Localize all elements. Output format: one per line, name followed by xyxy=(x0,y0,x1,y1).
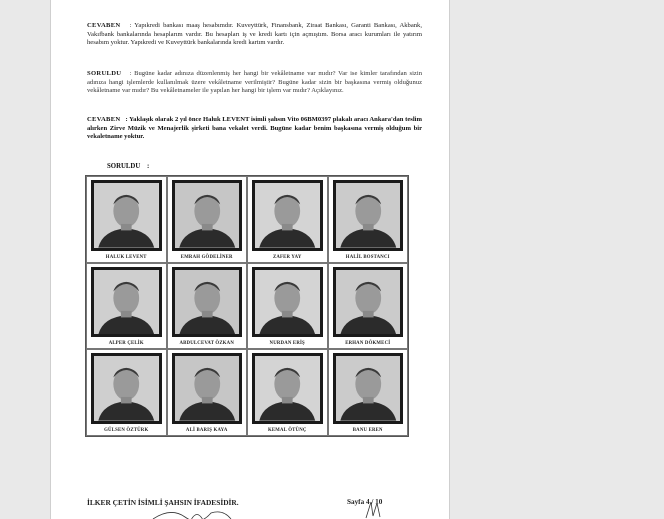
question-paragraph xyxy=(87,70,422,96)
page-number: Sayfa 4 / 10 xyxy=(347,498,383,506)
person-photo xyxy=(172,267,243,338)
person-name: ERHAN DÖKMECİ xyxy=(345,341,391,347)
person-name: HALUK LEVENT xyxy=(105,254,147,260)
paragraph-text: : Yaklaşık olarak 2 yıl önce Haluk LEVENT isimli şahsın Vito 06BM0397 plakalı aracı Ankara'dan teslim alırken Zirve Müzik ve Menajerlik şirketi bana vekalet verdi. Bugüne kadar benim başkasına vermiş olduğum bir vekaletname yoktur. xyxy=(87,116,422,141)
photo-question-label: SORULDU xyxy=(107,163,141,170)
answer-paragraph-2 xyxy=(87,116,422,142)
person-photo xyxy=(252,353,323,424)
person-photo xyxy=(333,180,404,251)
person-name: BANU EREN xyxy=(352,427,383,433)
paragraph-label: SORULDU xyxy=(87,70,122,77)
person-photo xyxy=(91,267,162,338)
person-photo xyxy=(252,267,323,338)
person-card xyxy=(247,176,328,263)
person-card xyxy=(167,349,248,436)
person-name: ALPER ÇELİK xyxy=(108,341,144,347)
person-name: KEMAL ÖTÜNÇ xyxy=(267,427,307,433)
person-name: ABDULCEVAT ÖZKAN xyxy=(179,341,234,347)
paragraph-label: CEVABEN xyxy=(87,116,121,123)
person-card xyxy=(328,263,409,350)
person-photo xyxy=(172,353,243,424)
paragraph-label: CEVABEN xyxy=(87,22,121,29)
person-card xyxy=(328,349,409,436)
person-name: GÜLSEN ÖZTÜRK xyxy=(104,427,149,433)
person-photo xyxy=(333,267,404,338)
paragraph-text: : Bugüne kadar adınıza düzenlenmiş her hangi bir vekâletname var mıdır? Var ise kimler tarafından sizin adınıza hangi işlemlerde kullanılmak üzere vekâletname verilmiştir? Bugüne kadar sizin bir başkasına vermiş olduğunuz vekâletname var mıdır? Bu vekâletnameler ile yapılan her hangi bir işlem var mıdır? Açıklayınız. xyxy=(87,70,422,95)
person-photo xyxy=(91,353,162,424)
answer-paragraph-1 xyxy=(87,22,422,48)
person-card xyxy=(328,176,409,263)
person-card xyxy=(167,263,248,350)
person-card xyxy=(247,263,328,350)
person-name: EMRAH GÖDELİNER xyxy=(180,254,233,260)
person-card xyxy=(167,176,248,263)
person-card xyxy=(86,349,167,436)
person-card xyxy=(247,349,328,436)
person-card xyxy=(86,263,167,350)
person-card xyxy=(86,176,167,263)
document-page xyxy=(50,0,450,519)
signature-mark xyxy=(151,505,241,519)
person-name: NURDAN ERİŞ xyxy=(269,341,305,347)
footer-statement: İLKER ÇETİN İSİMLİ ŞAHSIN İFADESİDİR. xyxy=(87,498,239,507)
person-name: HALİL BOSTANCI xyxy=(345,254,390,260)
photo-grid xyxy=(85,175,409,437)
person-photo xyxy=(333,353,404,424)
photo-question-colon: : xyxy=(147,163,150,170)
person-name: ZAFER YAY xyxy=(272,254,302,260)
person-photo xyxy=(91,180,162,251)
person-photo xyxy=(172,180,243,251)
person-name: ALİ BARIŞ KAYA xyxy=(185,427,228,433)
signature-mark xyxy=(363,500,387,519)
photo-question xyxy=(107,163,149,170)
paragraph-text: : Yapıkredi bankası maaş hesabımdır. Kuveyttürk, Finansbank, Ziraat Bankası, Garanti Bankası, Akbank, Vakıfbank bankalarında hesaplarım vardır. Bu hesapları iş ve kredi kartı için açmıştım. Borsa aracı kurumları ile yatırım hesabım yoktur. Yapıkredi ve Kuveyttürk bankalarında kredi kartım vardır. xyxy=(87,22,423,47)
person-photo xyxy=(252,180,323,251)
